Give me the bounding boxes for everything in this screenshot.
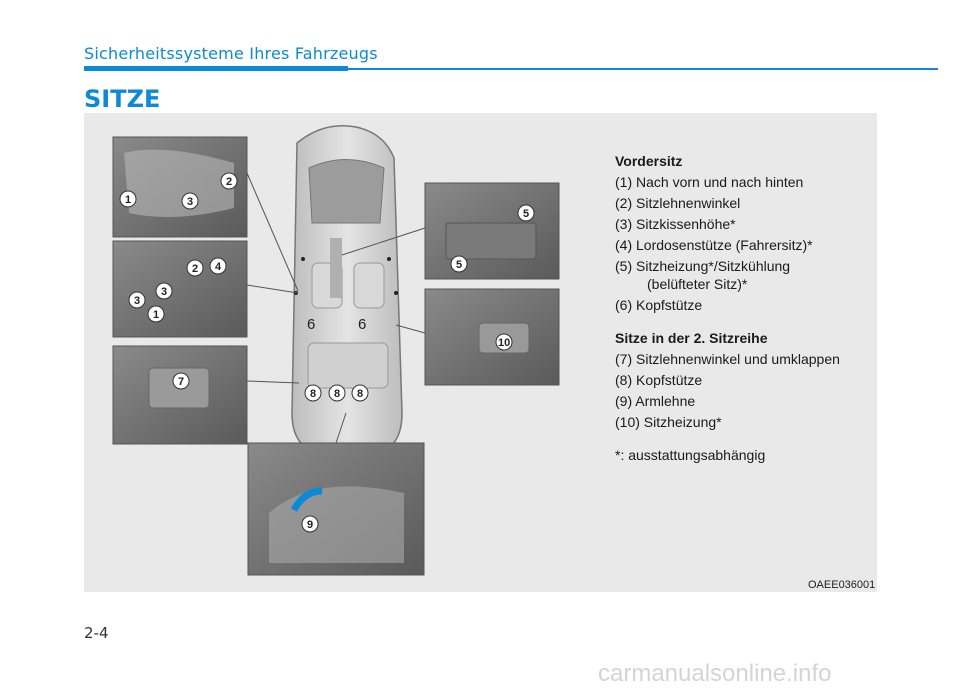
legend-item: (8) Kopfstütze [615,372,703,388]
legend-item: (7) Sitzlehnenwinkel und umklappen [615,351,840,367]
legend-item: (9) Armlehne [615,393,696,409]
callout-8a: 8 [310,388,317,400]
legend-item: (1) Nach vorn und nach hinten [615,174,804,190]
legend-gap [615,435,875,447]
panel-rear-lever [113,346,247,444]
legend [615,153,875,468]
legend-item: (10) Sitzheizung* [615,414,722,430]
callout-2: 2 [226,176,233,188]
callout-6-right: 6 [358,316,367,333]
legend-gap [615,318,875,330]
callout-10: 10 [498,337,511,349]
callout-2a: 2 [192,263,199,275]
legend-rear-heading: Sitze in der 2. Sitzreihe [615,330,768,346]
callout-3a: 3 [134,295,141,307]
legend-item: (2) Sitzlehnenwinkel [615,195,741,211]
legend-item: (6) Kopfstütze [615,297,703,313]
watermark: carmanualsonline.info [598,660,832,687]
panel-side-controls [113,241,247,337]
legend-front-heading: Vordersitz [615,153,683,169]
callout-8b: 8 [334,388,341,400]
callout-1: 1 [125,194,132,206]
legend-item: (3) Sitzkissenhöhe* [615,216,736,232]
legend-item-continuation: (belüfteter Sitz)* [647,276,748,292]
car-top-view [292,126,402,453]
panel-armrest [248,443,424,575]
legend-item: (5) Sitzheizung*/Sitzkühlung [615,258,791,274]
section-title: Sicherheitssysteme Ihres Fahrzeugs [84,44,378,63]
callout-6-left: 6 [307,316,316,333]
panel-seat-side [113,137,247,237]
callout-9: 9 [307,519,314,531]
section-rule-thick [84,66,348,71]
callout-5b: 5 [456,259,463,271]
legend-item: (4) Lordosenstütze (Fahrersitz)* [615,237,813,253]
panel-heating-switches [425,183,559,279]
callout-3b: 3 [161,286,168,298]
callout-4: 4 [215,261,222,273]
page-number: 2-4 [84,624,109,642]
callout-8c: 8 [357,388,364,400]
page-heading: SITZE [84,85,161,113]
figure-code: OAEE036001 [808,579,876,591]
legend-footnote: *: ausstattungsabhängig [615,447,766,463]
callout-3: 3 [187,196,194,208]
callout-1a: 1 [153,309,160,321]
callout-7: 7 [178,376,185,388]
panel-rear-heat-switch [425,289,559,385]
callout-5a: 5 [523,208,530,220]
section-rule-thin [348,68,938,70]
